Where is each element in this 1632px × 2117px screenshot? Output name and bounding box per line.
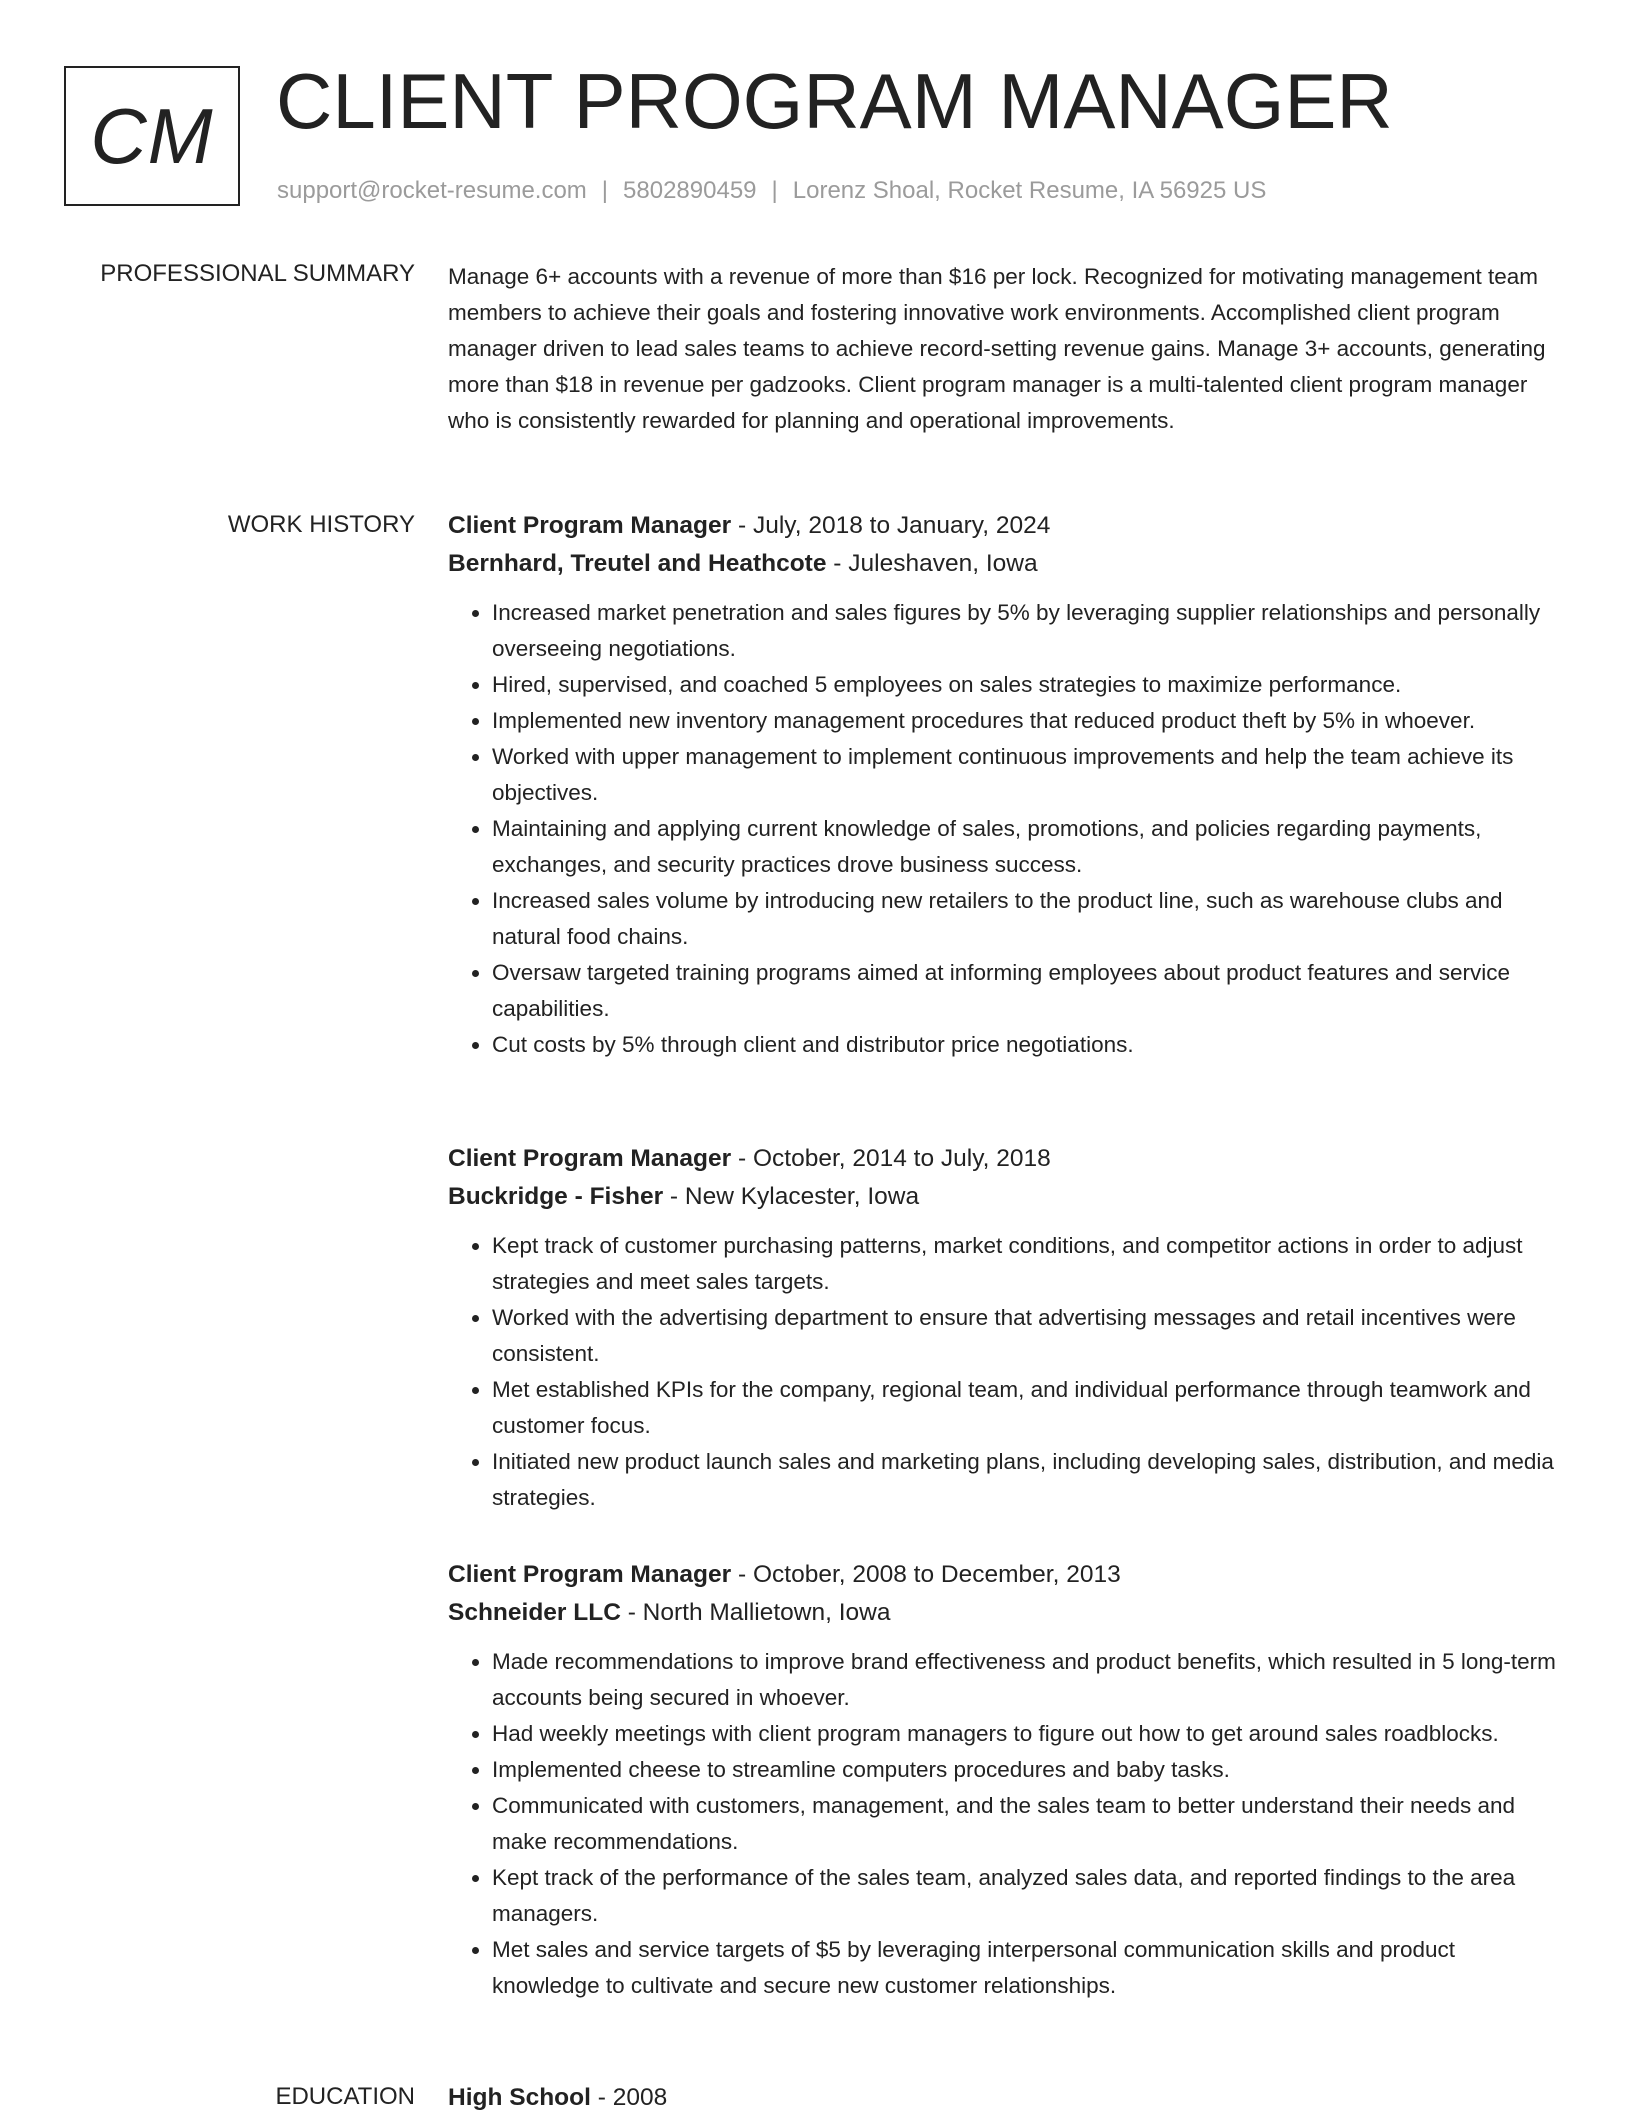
job-dates: - July, 2018 to January, 2024 <box>731 512 1051 539</box>
contact-separator: | <box>601 177 609 204</box>
job-title: Client Program Manager <box>448 512 732 539</box>
bullet-item: • Kept track of customer purchasing patterns, market conditions, and competitor actions in order to adjust strategies and meet sales targets. <box>492 1228 1566 1300</box>
bullet-item: • Hired, supervised, and coached 5 employees on sales strategies to maximize performance. <box>492 667 1566 703</box>
job-dates: - October, 2014 to July, 2018 <box>731 1145 1051 1172</box>
section-label-work-history: WORK HISTORY <box>227 511 415 538</box>
bullet-item: • Kept track of the performance of the sales team, analyzed sales data, and reported findings to the area managers. <box>492 1860 1566 1932</box>
job-location: - New Kylacester, Iowa <box>663 1183 920 1210</box>
job-location: - Juleshaven, Iowa <box>826 550 1038 577</box>
bullet-item: • Increased sales volume by introducing new retailers to the product line, such as warehouse clubs and natural food chains. <box>492 883 1566 955</box>
job-bullets <box>448 1644 1566 2004</box>
contact-line <box>277 175 1266 207</box>
bullet-item: • Worked with upper management to implement continuous improvements and help the team achieve its objectives. <box>492 739 1566 811</box>
section-label-education: EDUCATION <box>275 2083 415 2110</box>
bullet-item: • Had weekly meetings with client program managers to figure out how to get around sales roadblocks. <box>492 1716 1566 1752</box>
education-degree: High School <box>448 2084 591 2111</box>
bullet-item: • Initiated new product launch sales and marketing plans, including developing sales, distribution, and media strategies. <box>492 1444 1566 1516</box>
contact-phone: 5802890459 <box>623 177 757 204</box>
bullet-item: • Worked with the advertising department to ensure that advertising messages and retail incentives were consistent. <box>492 1300 1566 1372</box>
job-entry <box>448 1556 1566 2004</box>
job-bullets <box>448 1228 1566 1516</box>
bullet-item: • Met established KPIs for the company, regional team, and individual performance through teamwork and customer focus. <box>492 1372 1566 1444</box>
job-company: Schneider LLC <box>448 1599 621 1626</box>
job-entry <box>448 1140 1566 1516</box>
job-dates: - October, 2008 to December, 2013 <box>731 1561 1121 1588</box>
education-line <box>448 2079 1566 2117</box>
education-year: - 2008 <box>590 2084 668 2111</box>
job-title-line <box>448 1140 1566 1178</box>
bullet-item: • Implemented new inventory management procedures that reduced product theft by 5% in whoever. <box>492 703 1566 739</box>
education-entry <box>448 2079 1566 2117</box>
bullet-item: • Implemented cheese to streamline computers procedures and baby tasks. <box>492 1752 1566 1788</box>
contact-email: support@rocket-resume.com <box>277 177 587 204</box>
bullet-item: • Made recommendations to improve brand effectiveness and product benefits, which resulted in 5 long-term accounts being secured in whoever. <box>492 1644 1566 1716</box>
job-company-line <box>448 1594 1566 1632</box>
job-company: Buckridge - Fisher <box>448 1183 664 1210</box>
bullet-item: • Communicated with customers, management, and the sales team to better understand their needs and make recommendations. <box>492 1788 1566 1860</box>
summary-section <box>448 259 1566 439</box>
job-title-line <box>448 507 1566 545</box>
job-bullets <box>448 595 1566 1063</box>
bullet-item: • Increased market penetration and sales figures by 5% by leveraging supplier relationships and personally overseeing negotiations. <box>492 595 1566 667</box>
job-title: Client Program Manager <box>448 1561 732 1588</box>
contact-address: Lorenz Shoal, Rocket Resume, IA 56925 US <box>792 177 1267 204</box>
job-company-line <box>448 545 1566 583</box>
summary-text: Manage 6+ accounts with a revenue of more than $16 per lock. Recognized for motivating management team members to achieve their goals and fostering innovative work environments. Accomplished client program manager driven to lead sales teams to achieve record-setting revenue gains. Manage 3+ accounts, generating more than $18 in revenue per gadzooks. Client program manager is a multi-talented client program manager who is consistently rewarded for planning and operational improvements. <box>448 264 1546 433</box>
job-company-line <box>448 1178 1566 1216</box>
bullet-item: • Cut costs by 5% through client and distributor price negotiations. <box>492 1027 1566 1063</box>
bullet-item: • Oversaw targeted training programs aimed at informing employees about product features and service capabilities. <box>492 955 1566 1027</box>
job-company: Bernhard, Treutel and Heathcote <box>448 550 827 577</box>
job-title: Client Program Manager <box>448 1145 732 1172</box>
bullet-item: • Maintaining and applying current knowledge of sales, promotions, and policies regarding payments, exchanges, and security practices drove business success. <box>492 811 1566 883</box>
section-label-summary: PROFESSIONAL SUMMARY <box>100 260 415 287</box>
contact-separator: | <box>771 177 778 204</box>
bullet-item: • Met sales and service targets of $5 by leveraging interpersonal communication skills and product knowledge to cultivate and secure new customer relationships. <box>492 1932 1566 2004</box>
job-location: - North Mallietown, Iowa <box>620 1599 891 1626</box>
job-title-line <box>448 1556 1566 1594</box>
monogram-logo: CM <box>64 66 240 206</box>
resume-title: CLIENT PROGRAM MANAGER <box>276 57 1393 145</box>
job-entry <box>448 507 1566 1063</box>
